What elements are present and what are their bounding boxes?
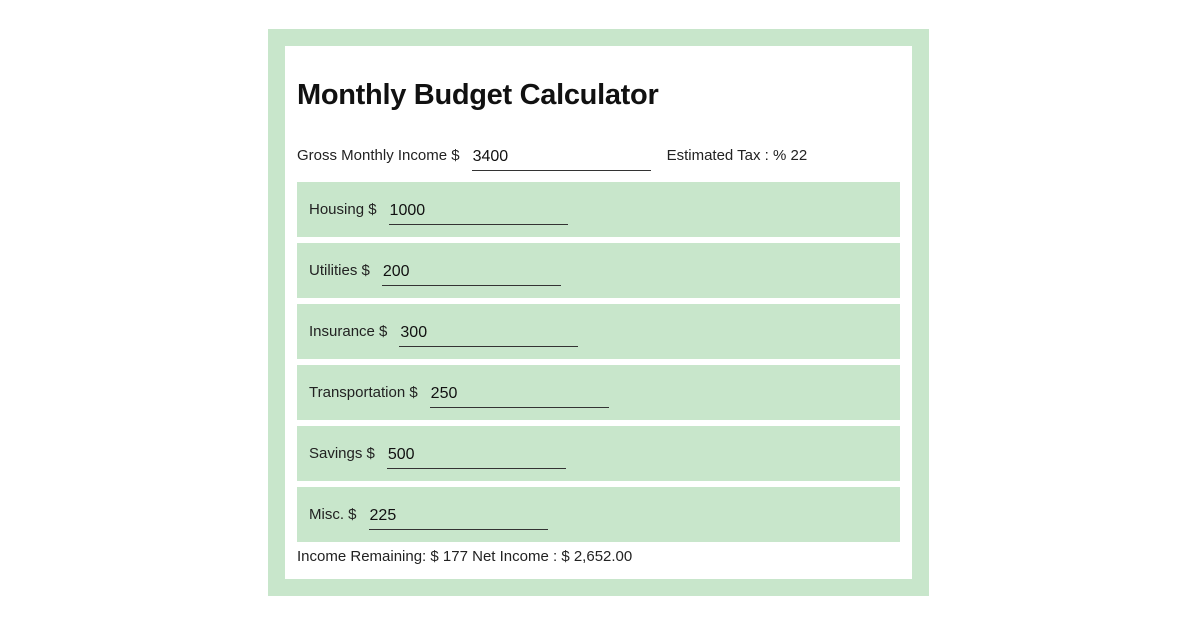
savings-label: Savings $ xyxy=(309,445,375,462)
calculator-frame xyxy=(268,29,929,596)
income-input[interactable] xyxy=(472,143,651,171)
housing-label: Housing $ xyxy=(309,201,377,218)
utilities-input[interactable] xyxy=(382,260,561,286)
expense-row-insurance xyxy=(297,304,900,359)
insurance-label: Insurance $ xyxy=(309,323,388,340)
remaining-label: Income Remaining: $ xyxy=(297,548,439,565)
page-title: Monthly Budget Calculator xyxy=(297,79,659,111)
expense-row-misc xyxy=(297,487,900,542)
expense-row-utilities xyxy=(297,243,900,298)
housing-input[interactable] xyxy=(389,199,568,225)
savings-input[interactable] xyxy=(387,443,566,469)
tax-label: Estimated Tax : % xyxy=(666,146,787,164)
insurance-input[interactable] xyxy=(399,321,578,347)
utilities-label: Utilities $ xyxy=(309,262,370,279)
expense-row-housing xyxy=(297,182,900,237)
transportation-input[interactable] xyxy=(430,382,609,408)
expense-row-transportation xyxy=(297,365,900,420)
income-row xyxy=(297,138,807,172)
income-label: Gross Monthly Income $ xyxy=(297,146,460,164)
net-income-value: 2,652.00 xyxy=(573,548,633,565)
remaining-value: 177 xyxy=(442,548,468,565)
misc-label: Misc. $ xyxy=(309,506,357,523)
misc-input[interactable] xyxy=(369,504,548,530)
net-income-label: Net Income : $ xyxy=(472,548,570,565)
expense-row-savings xyxy=(297,426,900,481)
tax-value: 22 xyxy=(790,146,808,164)
transportation-label: Transportation $ xyxy=(309,384,418,401)
estimated-tax xyxy=(667,147,808,164)
calculator-card xyxy=(285,46,912,579)
summary-line xyxy=(297,548,632,565)
expense-list xyxy=(297,182,900,548)
